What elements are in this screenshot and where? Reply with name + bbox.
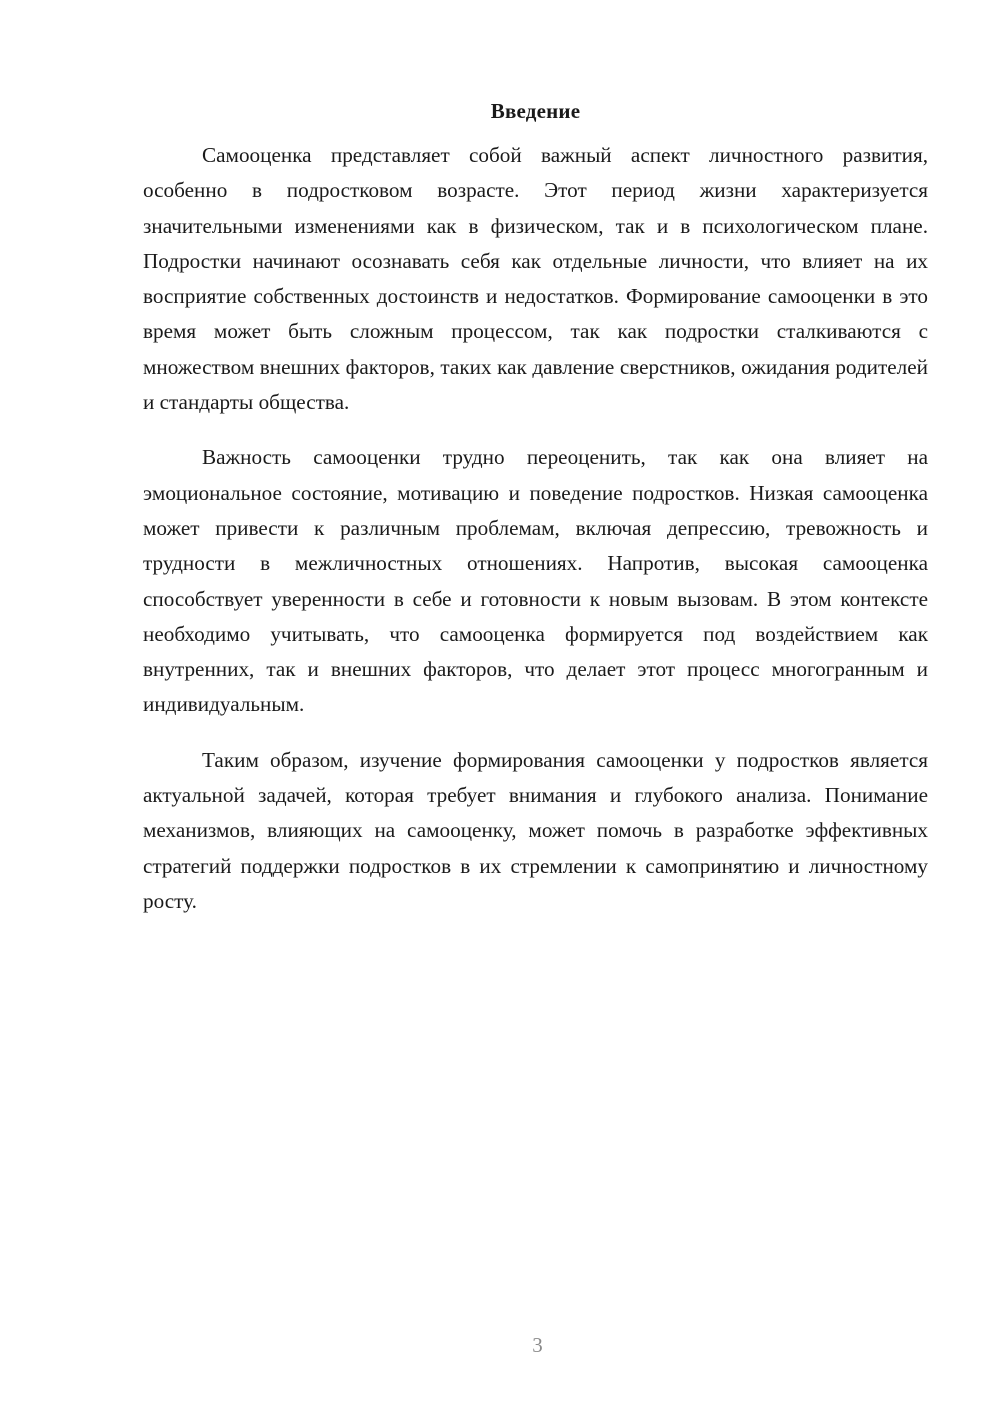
paragraph: Самооценка представляет собой важный аспект личностного развития, особенно в подростковом возрасте. Этот период жизни характеризуется значительными изменениями как в физическом, так и в психологическом плане. Подростки начинают осознавать себя как отдельные личности, что влияет на их восприятие собственных достоинств и недостатков. Формирование самооценки в это время может быть сложным процессом, так как подростки сталкиваются с множеством внешних факторов, таких как давление сверстников, ожидания родителей и стандарты общества. [143,143,928,415]
paragraph: Важность самооценки трудно переоценить, так как она влияет на эмоциональное состояние, мотивацию и поведение подростков. Низкая самооценка может привести к различным проблемам, включая депрессию, тревожность и трудности в межличностных отношениях. Напротив, высокая самооценка способствует уверенности в себе и готовности к новым вызовам. В этом контексте необходимо учитывать, что самооценка формируется под воздействием как внутренних, так и внешних факторов, что делает этот процесс многогранным и индивидуальным. [143,445,928,717]
section-title: Введение [490,99,581,123]
page-number: 3 [532,1333,543,1357]
paragraph: Таким образом, изучение формирования самооценки у подростков является актуальной задачей, которая требует внимания и глубокого анализа. Понимание механизмов, влияющих на самооценку, может помочь в разработке эффективных стратегий поддержки подростков в их стремлении к самопринятию и личностному росту. [143,747,928,913]
document-page [143,96,928,939]
